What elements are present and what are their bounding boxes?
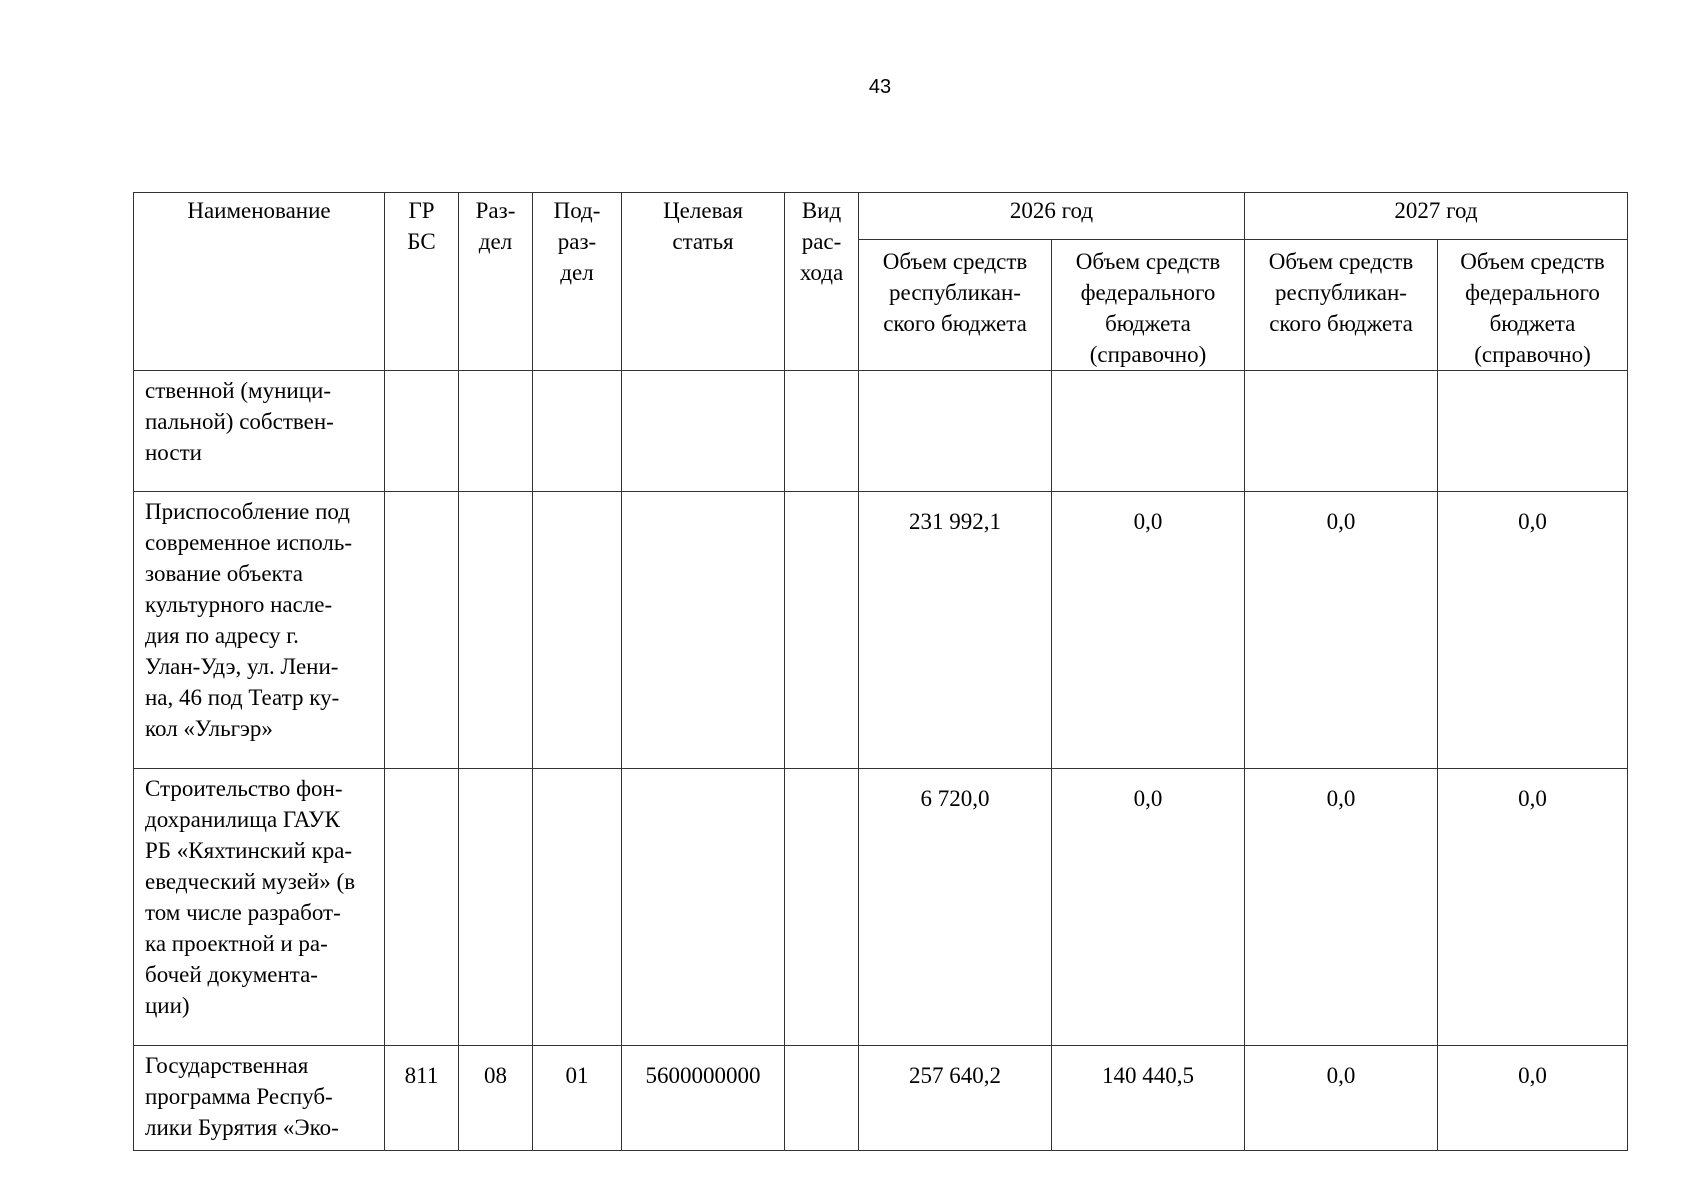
cell-fed-2026: 0,0: [1052, 769, 1245, 1046]
cell-rep-2027: 0,0: [1245, 769, 1438, 1046]
cell-fed-2026: [1052, 371, 1245, 492]
cell-vid: [785, 769, 859, 1046]
cell-name: ственной (муници- пальной) собствен- ности: [134, 371, 385, 492]
header-fed-2026: Объем средств федерального бюджета (справочно): [1052, 240, 1245, 371]
budget-table: [133, 192, 1628, 1151]
cell-rep-2026: 257 640,2: [859, 1046, 1052, 1151]
cell-fed-2026: 0,0: [1052, 492, 1245, 769]
cell-rep-2027: 0,0: [1245, 1046, 1438, 1151]
header-year-2027: 2027 год: [1245, 193, 1628, 240]
table-row: [134, 1046, 1628, 1151]
cell-vid: [785, 371, 859, 492]
cell-fed-2027: 0,0: [1438, 769, 1628, 1046]
cell-grbs: [385, 371, 459, 492]
cell-razdel: 08: [459, 1046, 533, 1151]
header-name: Наименование: [134, 193, 385, 371]
cell-podrazdel: [533, 769, 622, 1046]
header-grbs: ГР БС: [385, 193, 459, 371]
cell-fed-2026: 140 440,5: [1052, 1046, 1245, 1151]
cell-razdel: [459, 492, 533, 769]
cell-rep-2026: 6 720,0: [859, 769, 1052, 1046]
cell-fed-2027: [1438, 371, 1628, 492]
cell-name: Строительство фон- дохранилища ГАУК РБ «Кяхтинский кра- еведческий музей» (в том числе разработ- ка проектной и ра- бочей документа- ции): [134, 769, 385, 1046]
cell-name: Государственная программа Респуб- лики Бурятия «Эко-: [134, 1046, 385, 1151]
table-row: [134, 769, 1628, 1046]
header-rep-2026: Объем средств республикан- ского бюджета: [859, 240, 1052, 371]
cell-fed-2027: 0,0: [1438, 1046, 1628, 1151]
cell-vid: [785, 492, 859, 769]
cell-razdel: [459, 371, 533, 492]
header-fed-2027: Объем средств федерального бюджета (справочно): [1438, 240, 1628, 371]
cell-podrazdel: [533, 371, 622, 492]
header-podrazdel: Под- раз- дел: [533, 193, 622, 371]
cell-celevaya: [622, 371, 785, 492]
table-row: [134, 371, 1628, 492]
cell-rep-2026: [859, 371, 1052, 492]
cell-celevaya: [622, 492, 785, 769]
cell-celevaya: [622, 769, 785, 1046]
cell-fed-2027: 0,0: [1438, 492, 1628, 769]
cell-podrazdel: [533, 492, 622, 769]
header-vid: Вид рас- хода: [785, 193, 859, 371]
cell-celevaya: 5600000000: [622, 1046, 785, 1151]
page-number: 43: [868, 76, 892, 98]
cell-rep-2027: 0,0: [1245, 492, 1438, 769]
cell-vid: [785, 1046, 859, 1151]
header-razdel: Раз- дел: [459, 193, 533, 371]
table-row: [134, 492, 1628, 769]
header-year-2026: 2026 год: [859, 193, 1245, 240]
cell-grbs: [385, 492, 459, 769]
cell-rep-2026: 231 992,1: [859, 492, 1052, 769]
cell-grbs: [385, 769, 459, 1046]
cell-razdel: [459, 769, 533, 1046]
cell-podrazdel: 01: [533, 1046, 622, 1151]
header-rep-2027: Объем средств республикан- ского бюджета: [1245, 240, 1438, 371]
cell-rep-2027: [1245, 371, 1438, 492]
cell-grbs: 811: [385, 1046, 459, 1151]
header-celevaya: Целевая статья: [622, 193, 785, 371]
cell-name: Приспособление под современное исполь- зование объекта культурного насле- дия по адресу г. Улан-Удэ, ул. Лени- на, 46 под Театр ку- кол «Ульгэр»: [134, 492, 385, 769]
